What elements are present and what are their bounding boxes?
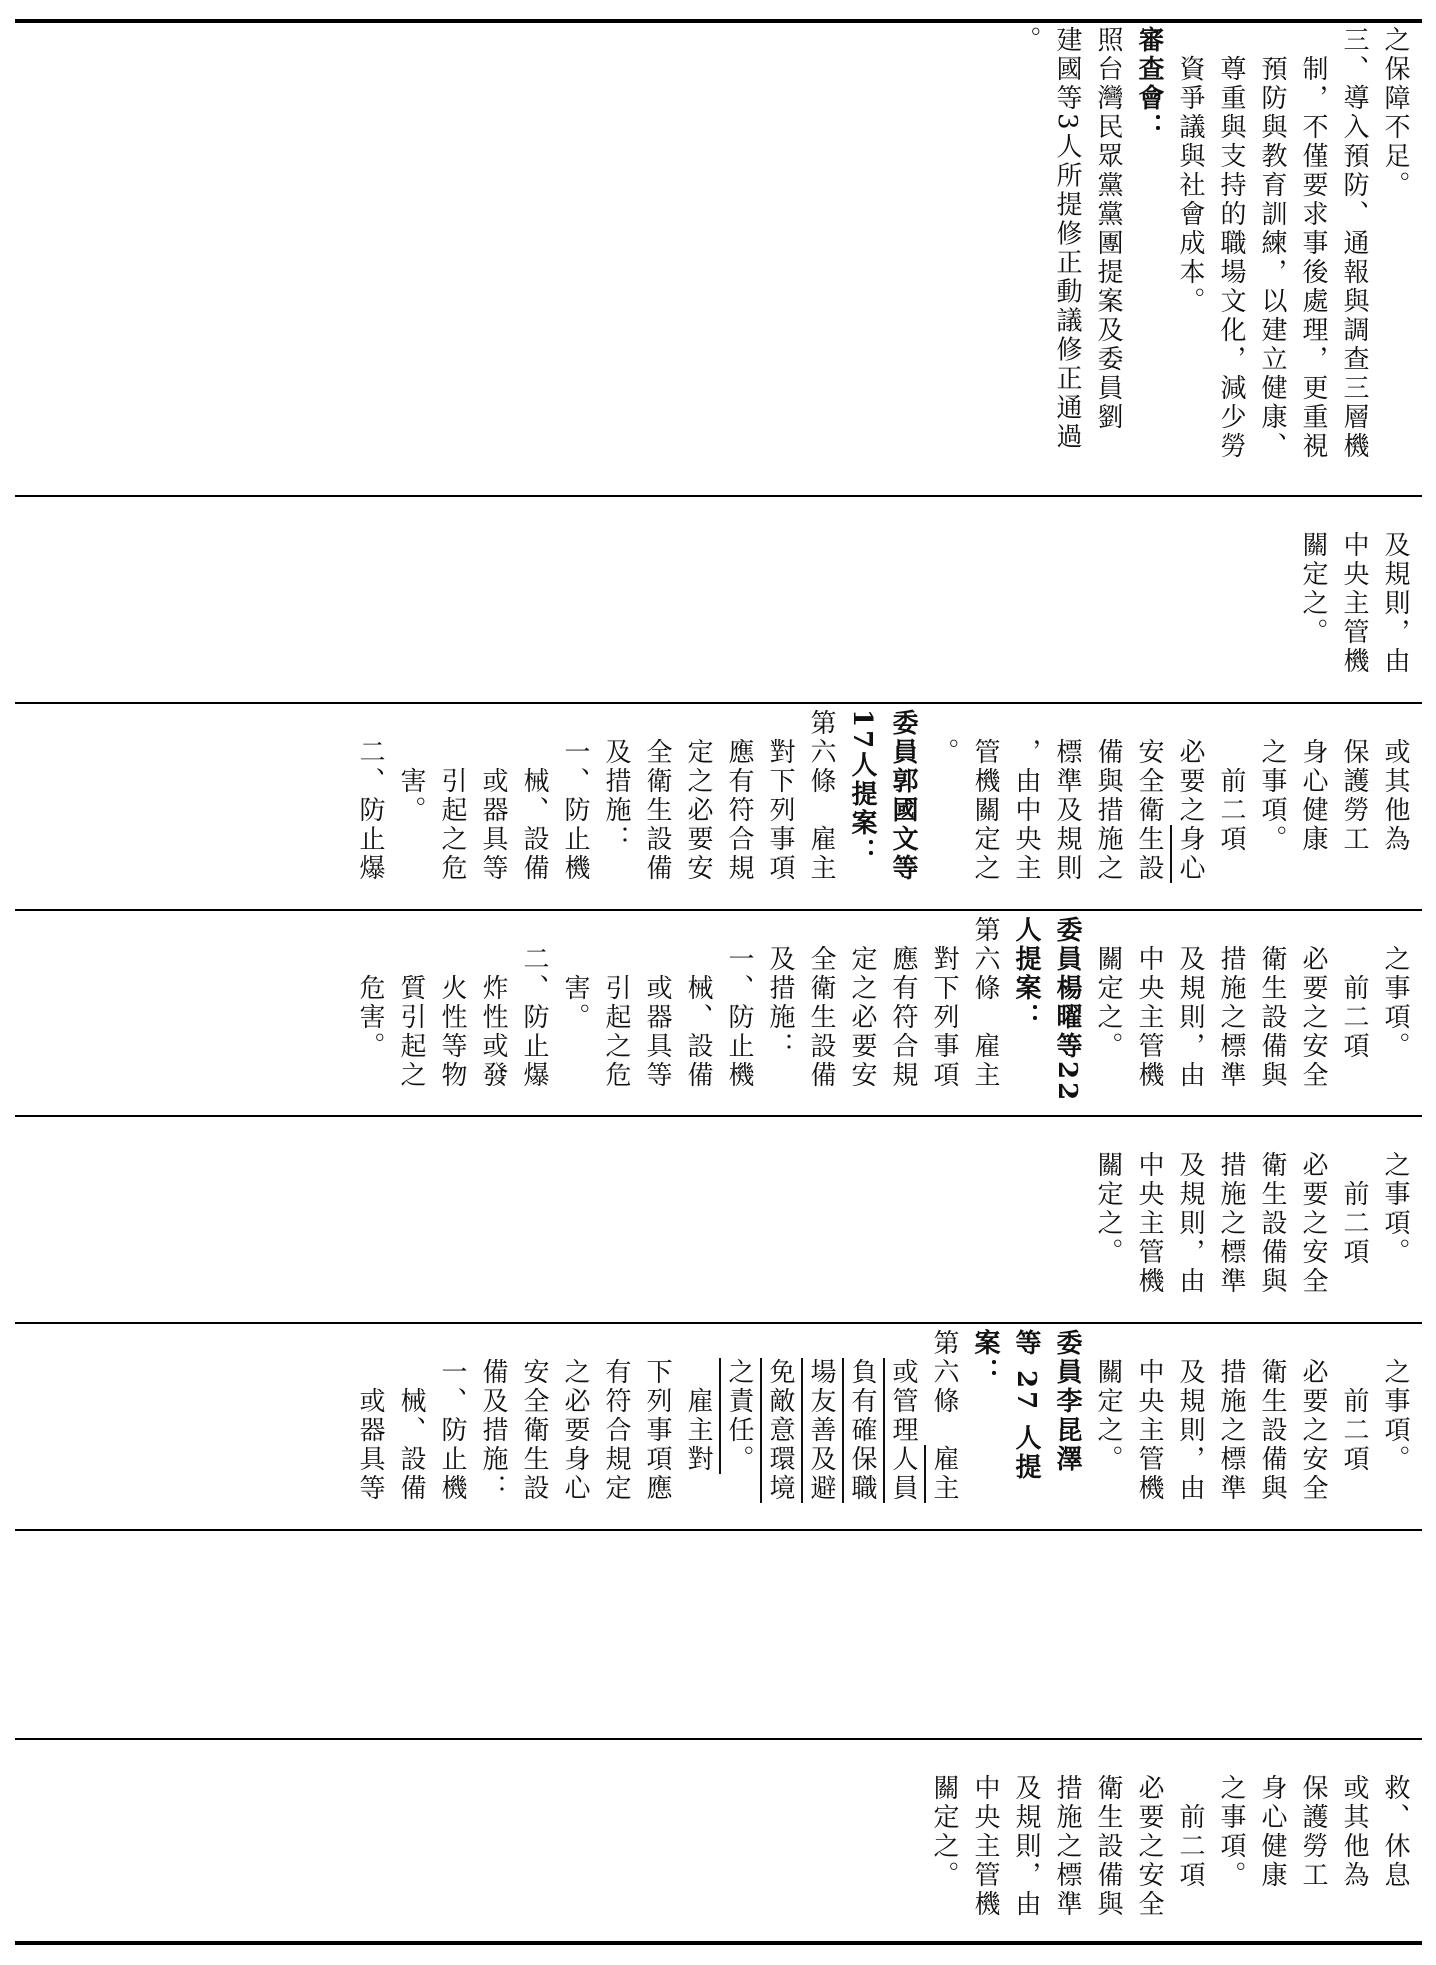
text-segment: 應有符合規	[724, 709, 754, 883]
text-line	[964, 916, 1005, 1111]
text-segment: 建國等3人所提修正動議修正通過	[1052, 26, 1082, 452]
text-line	[800, 709, 841, 904]
row-divider-5	[15, 1322, 1422, 1324]
text-segment: 前二項	[1339, 916, 1369, 1061]
text-line	[1251, 709, 1292, 904]
text-segment: 害。	[396, 709, 426, 825]
row-text	[349, 1329, 1415, 1524]
text-segment: 必要之	[1175, 709, 1205, 825]
text-segment: 之保障不足。	[1380, 26, 1410, 200]
text-line	[1005, 26, 1046, 490]
text-line	[800, 1329, 841, 1524]
text-line	[390, 709, 431, 904]
text-segment: 救、休息	[1380, 1745, 1410, 1890]
text-segment: 二、防止爆	[355, 709, 385, 883]
text-segment: 保護勞工	[1339, 709, 1369, 854]
text-line	[718, 709, 759, 904]
text-segment: 安全衛生設	[519, 1329, 549, 1503]
text-line	[1333, 709, 1374, 904]
text-segment: 定之必要安	[683, 709, 713, 883]
text-segment: 第六條	[929, 1329, 959, 1445]
text-segment: 危害。	[355, 916, 385, 1061]
text-line	[1128, 1122, 1169, 1317]
row-proposal-plain	[20, 1122, 1415, 1317]
text-line	[1374, 916, 1415, 1111]
text-line	[1292, 916, 1333, 1111]
text-segment: 安全衛生設	[1134, 709, 1164, 883]
text-segment: 必要之安全	[1298, 1122, 1328, 1296]
row-explanation	[20, 26, 1415, 490]
text-segment: 必要之安全	[1134, 1745, 1164, 1919]
text-line	[1210, 916, 1251, 1111]
text-line	[718, 1329, 759, 1524]
text-segment: 審查會：	[1134, 26, 1164, 142]
text-segment: 或其他為	[1380, 709, 1410, 854]
text-segment: 定之必要安	[847, 916, 877, 1090]
text-line	[1374, 1122, 1415, 1317]
text-line	[1046, 26, 1087, 490]
text-segment	[765, 1329, 795, 1358]
row-divider-4	[15, 1115, 1422, 1117]
row-text	[349, 916, 1415, 1111]
text-segment: 。	[929, 709, 959, 767]
text-segment: 或器具等	[642, 916, 672, 1090]
text-segment: 之責任。	[724, 1358, 754, 1474]
text-line	[759, 1329, 800, 1524]
text-segment: 及規則，由	[1380, 502, 1410, 676]
text-line	[1169, 26, 1210, 490]
text-line	[1333, 26, 1374, 490]
text-line	[759, 709, 800, 904]
text-line	[1087, 26, 1128, 490]
text-line	[554, 709, 595, 904]
text-line	[1169, 916, 1210, 1111]
text-line	[1251, 1329, 1292, 1524]
text-segment: 對下列事項	[929, 916, 959, 1090]
text-segment: 預防與教育訓練，以建立健康、	[1257, 26, 1287, 461]
text-line	[1005, 709, 1046, 904]
text-line	[800, 916, 841, 1111]
text-segment: 關定之。	[1093, 916, 1123, 1061]
text-line	[841, 1329, 882, 1524]
text-line	[964, 1745, 1005, 1937]
text-line	[964, 709, 1005, 904]
text-segment: 場友善及避	[806, 1358, 836, 1503]
text-segment: 管機關定之	[970, 709, 1000, 883]
text-line	[1210, 1329, 1251, 1524]
text-segment: 及規則，由	[1175, 916, 1205, 1090]
text-segment: ，由中央主	[1011, 709, 1041, 883]
text-line	[1005, 1329, 1046, 1524]
text-line	[513, 709, 554, 904]
text-line	[390, 916, 431, 1111]
row-proposal-lee	[20, 1329, 1415, 1524]
text-line	[677, 709, 718, 904]
text-segment: 全衛生設備	[642, 709, 672, 883]
text-line	[923, 916, 964, 1111]
text-segment: 之事項。	[1380, 916, 1410, 1061]
text-line	[595, 709, 636, 904]
text-segment: 案：	[970, 1329, 1000, 1387]
text-line	[1333, 1745, 1374, 1937]
text-segment: 一、防止機	[724, 916, 754, 1090]
top-border	[15, 19, 1422, 23]
text-line	[1046, 1329, 1087, 1524]
text-segment: 委員楊曜等22	[1052, 916, 1082, 1104]
text-line	[677, 916, 718, 1111]
text-segment: 應有符合規	[888, 916, 918, 1090]
text-segment: 前二項	[1175, 1745, 1205, 1890]
text-segment: 害。	[560, 916, 590, 1032]
text-line	[882, 709, 923, 904]
text-line	[595, 916, 636, 1111]
text-line	[472, 916, 513, 1111]
text-line	[636, 916, 677, 1111]
row-original-law	[20, 1745, 1415, 1937]
text-segment: 備及措施：	[478, 1329, 508, 1503]
row-text	[1087, 1122, 1415, 1317]
text-line	[1333, 1329, 1374, 1524]
text-line	[1128, 1329, 1169, 1524]
text-segment: 及規則，由	[1175, 1329, 1205, 1503]
text-line	[554, 916, 595, 1111]
text-segment: 。	[1011, 26, 1041, 55]
text-segment: 身心	[1175, 825, 1205, 883]
text-line	[349, 1329, 390, 1524]
text-segment: 中央主管機	[1134, 1329, 1164, 1503]
text-segment: 械、設備	[396, 1329, 426, 1503]
text-line	[1046, 916, 1087, 1111]
text-line	[1169, 709, 1210, 904]
text-segment: 之事項。	[1216, 1745, 1246, 1890]
text-segment: 措施之標準	[1216, 1122, 1246, 1296]
text-segment: 對下列事項	[765, 709, 795, 883]
text-segment: 及規則，由	[1175, 1122, 1205, 1296]
text-segment	[724, 1329, 754, 1358]
text-line	[759, 916, 800, 1111]
text-line	[1292, 502, 1333, 697]
text-segment: 下列事項應	[642, 1329, 672, 1503]
text-line	[1333, 1122, 1374, 1317]
text-line	[1251, 1122, 1292, 1317]
text-line	[1251, 1745, 1292, 1937]
text-line	[1128, 916, 1169, 1111]
text-line	[718, 916, 759, 1111]
text-line	[1333, 916, 1374, 1111]
text-line	[841, 916, 882, 1111]
text-segment: 引起之危	[437, 709, 467, 883]
text-segment: 前二項	[1339, 1329, 1369, 1474]
text-segment: 備與措施之	[1093, 709, 1123, 883]
text-line	[1374, 1329, 1415, 1524]
text-segment: 中央主管機	[970, 1745, 1000, 1919]
row-divider-2	[15, 702, 1422, 704]
text-line	[1374, 1745, 1415, 1937]
row-text	[1292, 502, 1415, 697]
text-segment: 照台灣民眾黨黨團提案及委員劉	[1093, 26, 1123, 432]
text-line	[390, 1329, 431, 1524]
text-line	[1169, 1122, 1210, 1317]
text-segment: 中央主管機	[1134, 1122, 1164, 1296]
text-segment: 或器具等	[355, 1329, 385, 1503]
text-line	[1128, 26, 1169, 490]
text-segment: 第六條 雇主	[970, 916, 1000, 1090]
text-segment: 保護勞工	[1298, 1745, 1328, 1890]
text-segment	[888, 1329, 918, 1358]
text-segment: 炸性或發	[478, 916, 508, 1090]
text-segment: 委員郭國文等	[888, 709, 918, 883]
text-segment: 必要之安全	[1298, 1329, 1328, 1503]
text-line	[1251, 916, 1292, 1111]
text-line	[554, 1329, 595, 1524]
row-divider-6	[15, 1529, 1422, 1531]
text-segment: 質引起之	[396, 916, 426, 1090]
text-line	[472, 1329, 513, 1524]
text-segment: 措施之標準	[1216, 1329, 1246, 1503]
text-segment: 械、設備	[683, 916, 713, 1090]
text-segment: 等 27 人提	[1011, 1329, 1041, 1483]
text-line	[1128, 1745, 1169, 1937]
row-text	[1005, 26, 1415, 490]
row-proposal-yang	[20, 916, 1415, 1111]
text-line	[1210, 1745, 1251, 1937]
text-segment: 措施之標準	[1216, 916, 1246, 1090]
text-line	[1333, 502, 1374, 697]
text-segment: 之事項。	[1380, 1122, 1410, 1267]
text-segment: 17人提案：	[847, 709, 877, 868]
text-segment: 制，不僅要求事後處理，更重視	[1298, 26, 1328, 461]
text-line	[431, 709, 472, 904]
text-line	[349, 916, 390, 1111]
text-segment: 之必要身心	[560, 1329, 590, 1503]
text-line	[677, 1329, 718, 1524]
text-segment: 雇主對	[683, 1329, 713, 1474]
text-segment: 三、導入預防、通報與調查三層機	[1339, 26, 1369, 461]
text-line	[349, 709, 390, 904]
text-line	[882, 1329, 923, 1524]
row-proposal-kuo	[20, 709, 1415, 904]
row-divider-3	[15, 909, 1422, 911]
text-line	[1005, 1745, 1046, 1937]
text-line	[1210, 26, 1251, 490]
text-line	[1087, 709, 1128, 904]
text-line	[1374, 709, 1415, 904]
text-line	[1087, 916, 1128, 1111]
text-line	[1128, 709, 1169, 904]
text-segment: 前二項	[1339, 1122, 1369, 1267]
text-line	[1292, 26, 1333, 490]
row-empty	[20, 1536, 1415, 1733]
text-line	[1251, 26, 1292, 490]
text-segment: 關定之。	[1093, 1122, 1123, 1267]
text-segment: 衛生設備與	[1093, 1745, 1123, 1919]
text-segment: 一、防止機	[437, 1329, 467, 1503]
bottom-border	[15, 1941, 1422, 1945]
text-line	[431, 916, 472, 1111]
text-segment: 有符合規定	[601, 1329, 631, 1503]
text-segment: 或管理人員	[888, 1358, 918, 1503]
text-line	[595, 1329, 636, 1524]
text-segment: 措施之標準	[1052, 1745, 1082, 1919]
text-segment: 或其他為	[1339, 1745, 1369, 1890]
text-line	[1046, 709, 1087, 904]
text-segment: 人提案：	[1011, 916, 1041, 1032]
text-segment: 身心健康	[1298, 709, 1328, 854]
text-line	[636, 1329, 677, 1524]
text-line	[964, 1329, 1005, 1524]
text-line	[513, 916, 554, 1111]
text-line	[1374, 502, 1415, 697]
text-segment: 及規則，由	[1011, 1745, 1041, 1919]
text-line	[1087, 1329, 1128, 1524]
text-segment: 關定之。	[1093, 1329, 1123, 1474]
text-line	[1292, 709, 1333, 904]
text-segment: 資爭議與社會成本。	[1175, 26, 1205, 316]
text-segment: 雇主	[929, 1445, 959, 1503]
text-segment: 之事項。	[1380, 1329, 1410, 1474]
text-line	[1210, 709, 1251, 904]
text-segment: 負有確保職	[847, 1358, 877, 1503]
text-segment: 前二項	[1216, 709, 1246, 854]
text-line	[1292, 1329, 1333, 1524]
row-divider-1	[15, 495, 1422, 497]
row-text	[349, 709, 1415, 904]
text-segment: 引起之危	[601, 916, 631, 1090]
text-segment: 之事項。	[1257, 709, 1287, 854]
text-segment: 火性等物	[437, 916, 467, 1090]
text-segment: 或器具等	[478, 709, 508, 883]
text-line	[1087, 1122, 1128, 1317]
text-segment: 衛生設備與	[1257, 1329, 1287, 1503]
text-segment: 全衛生設備	[806, 916, 836, 1090]
text-segment: 標準及規則	[1052, 709, 1082, 883]
text-segment: 關定之。	[1298, 502, 1328, 647]
text-line	[923, 709, 964, 904]
row-text	[923, 1745, 1415, 1937]
text-line	[1169, 1745, 1210, 1937]
text-line	[923, 1329, 964, 1524]
text-segment: 中央主管機	[1339, 502, 1369, 676]
text-line	[1046, 1745, 1087, 1937]
text-line	[1292, 1122, 1333, 1317]
text-segment	[847, 1329, 877, 1358]
row-divider-7	[15, 1738, 1422, 1740]
text-segment: 二、防止爆	[519, 916, 549, 1090]
text-segment: 及措施：	[765, 916, 795, 1061]
text-line	[472, 709, 513, 904]
text-line	[513, 1329, 554, 1524]
text-segment: 必要之安全	[1298, 916, 1328, 1090]
text-segment: 衛生設備與	[1257, 916, 1287, 1090]
row-current-law	[20, 502, 1415, 697]
text-line	[1292, 1745, 1333, 1937]
text-segment: 免敵意環境	[765, 1358, 795, 1503]
text-line	[431, 1329, 472, 1524]
text-segment: 械、設備	[519, 709, 549, 883]
text-segment: 關定之。	[929, 1745, 959, 1890]
text-line	[1087, 1745, 1128, 1937]
text-segment: 衛生設備與	[1257, 1122, 1287, 1296]
text-line	[841, 709, 882, 904]
text-segment: 及措施：	[601, 709, 631, 854]
text-line	[1374, 26, 1415, 490]
text-segment	[806, 1329, 836, 1358]
text-segment: 第六條 雇主	[806, 709, 836, 883]
text-segment: 身心健康	[1257, 1745, 1287, 1890]
text-segment: 中央主管機	[1134, 916, 1164, 1090]
text-line	[882, 916, 923, 1111]
text-segment: 尊重與支持的職場文化，減少勞	[1216, 26, 1246, 461]
text-line	[923, 1745, 964, 1937]
text-line	[636, 709, 677, 904]
text-segment: 委員李昆澤	[1052, 1329, 1082, 1474]
text-line	[1210, 1122, 1251, 1317]
text-segment: 一、防止機	[560, 709, 590, 883]
text-line	[1169, 1329, 1210, 1524]
text-line	[1005, 916, 1046, 1111]
